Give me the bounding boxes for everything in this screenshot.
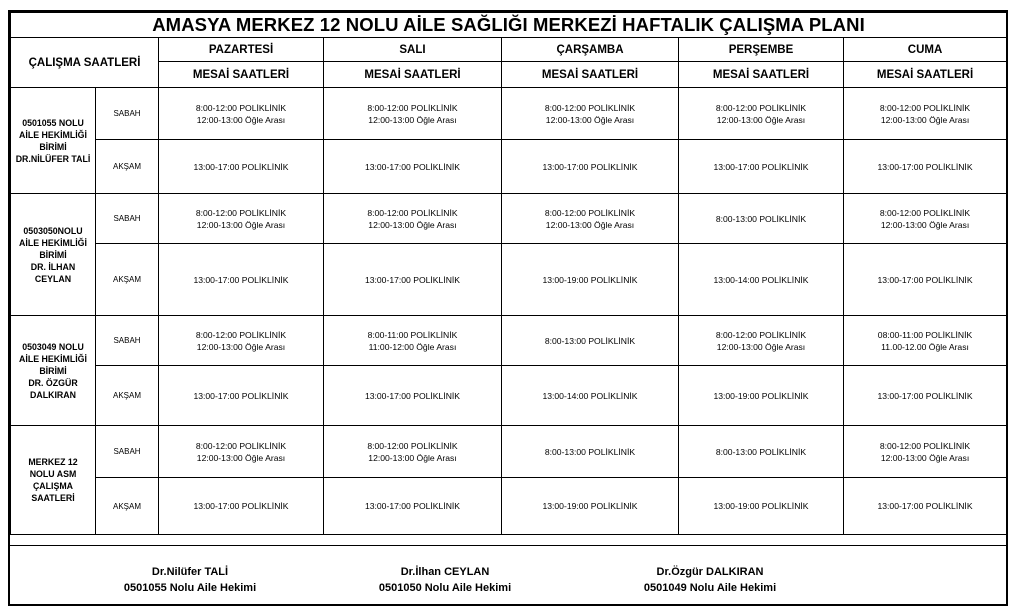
schedule-cell-morning-friday: [844, 88, 1007, 140]
schedule-cell-evening-thursday: [679, 140, 844, 194]
schedule-line: 12:00-13:00 Öğle Arası: [545, 114, 635, 125]
signature-name: Dr.İlhan CEYLAN: [400, 566, 490, 578]
schedule-line: 12:00-13:00 Öğle Arası: [716, 341, 806, 352]
unit-name-line: DR. ÖZGÜR: [28, 377, 78, 388]
schedule-line: 13:00-17:00 POLİKLİNİK: [877, 161, 973, 172]
evening-label: AKŞAM: [96, 366, 159, 426]
office-hours-label: MESAİ SAATLERİ: [159, 62, 324, 88]
unit-name-cell: [11, 88, 96, 194]
schedule-line: 8:00-12:00 POLİKLİNİK: [367, 440, 458, 451]
unit-name-line: 0503049 NOLU: [22, 341, 84, 352]
schedule-line: 13:00-17:00 POLİKLİNİK: [877, 274, 973, 285]
schedule-line: 13:00-19:00 POLİKLİNİK: [713, 501, 809, 511]
day-header-thursday: PERŞEMBE: [679, 38, 844, 62]
schedule-line: 13:00-17:00 POLİKLİNİK: [364, 501, 461, 511]
schedule-cell-evening-tuesday: [324, 140, 502, 194]
schedule-line: 13:00-17:00 POLİKLİNİK: [193, 274, 289, 285]
unit-name-line: BİRİMİ: [39, 365, 67, 376]
schedule-line: 8:00-13:00 POLİKLİNİK: [715, 213, 807, 224]
schedule-line: 8:00-11:00 POLİKLİNİK: [367, 329, 458, 340]
schedule-cell-morning-thursday: [679, 88, 844, 140]
schedule-cell-morning-tuesday: [324, 194, 502, 244]
schedule-cell-evening-thursday: [679, 244, 844, 316]
schedule-cell-morning-monday: [159, 194, 324, 244]
evening-label: AKŞAM: [96, 478, 159, 535]
schedule-line: 13:00-17:00 POLİKLİNİK: [193, 390, 289, 401]
schedule-line: 8:00-12:00 POLİKLİNİK: [195, 102, 287, 113]
morning-label: SABAH: [96, 426, 159, 478]
schedule-line: 8:00-12:00 POLİKLİNİK: [879, 440, 971, 451]
signature-block: [105, 564, 275, 596]
day-header-wednesday: ÇARŞAMBA: [502, 38, 679, 62]
morning-label: SABAH: [96, 88, 159, 140]
evening-label: AKŞAM: [96, 244, 159, 316]
schedule-cell-evening-tuesday: [324, 244, 502, 316]
schedule-line: 13:00-19:00 POLİKLİNİK: [713, 390, 809, 401]
schedule-line: 13:00-17:00 POLİKLİNİK: [364, 161, 461, 172]
schedule-cell-evening-monday: [159, 244, 324, 316]
schedule-line: 11:00-12:00 Öğle Arası: [368, 341, 457, 352]
unit-name-line: AİLE HEKİMLİĞİ: [19, 237, 87, 248]
working-hours-header: ÇALIŞMA SAATLERİ: [11, 38, 159, 88]
unit-name-line: SAATLERİ: [31, 493, 75, 503]
signature-block: [360, 564, 530, 596]
schedule-line: 12:00-13:00 Öğle Arası: [880, 452, 970, 463]
morning-label: SABAH: [96, 316, 159, 366]
schedule-cell-evening-friday: [844, 244, 1007, 316]
office-hours-label: MESAİ SAATLERİ: [679, 62, 844, 88]
schedule-line: 13:00-14:00 POLİKLİNİK: [542, 390, 638, 401]
weekly-schedule-table: [10, 12, 1007, 535]
schedule-cell-morning-tuesday: [324, 316, 502, 366]
unit-name-line: DR.NİLÜFER TALİ: [15, 153, 91, 164]
unit-name-cell: [11, 316, 96, 426]
schedule-line: 13:00-17:00 POLİKLİNİK: [193, 501, 289, 511]
schedule-line: 8:00-13:00 POLİKLİNİK: [544, 446, 636, 457]
schedule-cell-morning-thursday: [679, 194, 844, 244]
schedule-line: 12:00-13:00 Öğle Arası: [545, 219, 635, 230]
schedule-cell-evening-monday: [159, 366, 324, 426]
schedule-line: 8:00-12:00 POLİKLİNİK: [879, 207, 971, 218]
schedule-line: 13:00-17:00 POLİKLİNİK: [542, 161, 638, 172]
schedule-line: 08:00-11:00 POLİKLİNİK: [877, 329, 973, 340]
office-hours-label: MESAİ SAATLERİ: [324, 62, 502, 88]
schedule-cell-morning-wednesday: [502, 88, 679, 140]
schedule-line: 8:00-12:00 POLİKLİNİK: [195, 440, 287, 451]
signature-name: Dr.Özgür DALKIRAN: [656, 566, 764, 578]
schedule-line: 12:00-13:00 Öğle Arası: [880, 114, 970, 125]
schedule-cell-morning-thursday: [679, 316, 844, 366]
schedule-cell-morning-friday: [844, 316, 1007, 366]
schedule-line: 13:00-17:00 POLİKLİNİK: [364, 274, 461, 285]
evening-label: AKŞAM: [96, 140, 159, 194]
schedule-line: 12:00-13:00 Öğle Arası: [880, 219, 970, 230]
schedule-line: 12:00-13:00 Öğle Arası: [196, 219, 286, 230]
unit-name-line: BİRİMİ: [39, 249, 67, 260]
schedule-line: 13:00-17:00 POLİKLİNİK: [877, 501, 973, 511]
schedule-line: 13:00-17:00 POLİKLİNİK: [713, 161, 809, 172]
schedule-cell-evening-tuesday: [324, 478, 502, 535]
schedule-line: 8:00-12:00 POLİKLİNİK: [367, 102, 458, 113]
unit-name-line: 0501055 NOLU: [22, 117, 84, 128]
schedule-line: 13:00-17:00 POLİKLİNİK: [877, 390, 973, 401]
unit-name-line: DALKIRAN: [30, 389, 76, 400]
schedule-cell-evening-thursday: [679, 478, 844, 535]
schedule-line: 8:00-12:00 POLİKLİNİK: [715, 102, 807, 113]
unit-name-line: MERKEZ 12: [28, 457, 78, 467]
schedule-cell-evening-friday: [844, 478, 1007, 535]
signature-area: [10, 545, 1006, 607]
schedule-line: 12:00-13:00 Öğle Arası: [368, 114, 457, 125]
page-title: AMASYA MERKEZ 12 NOLU AİLE SAĞLIĞI MERKEZİ HAFTALIK ÇALIŞMA PLANI: [11, 13, 1007, 38]
schedule-line: 8:00-12:00 POLİKLİNİK: [544, 102, 636, 113]
schedule-cell-morning-monday: [159, 426, 324, 478]
schedule-line: 8:00-12:00 POLİKLİNİK: [715, 329, 807, 340]
work-plan-sheet: [8, 10, 1008, 606]
schedule-cell-morning-friday: [844, 426, 1007, 478]
schedule-line: 11.00-12.00 Öğle Arası: [881, 341, 969, 352]
signature-role: 0501055 Nolu Aile Hekimi: [123, 582, 257, 594]
schedule-cell-evening-friday: [844, 366, 1007, 426]
unit-name-line: CEYLAN: [34, 273, 72, 284]
schedule-line: 13:00-19:00 POLİKLİNİK: [542, 274, 638, 285]
schedule-cell-morning-tuesday: [324, 88, 502, 140]
schedule-line: 12:00-13:00 Öğle Arası: [368, 452, 457, 463]
unit-name-line: DR. İLHAN: [30, 261, 76, 272]
unit-name-line: AİLE HEKİMLİĞİ: [19, 353, 87, 364]
schedule-cell-evening-wednesday: [502, 478, 679, 535]
signature-role: 0501050 Nolu Aile Hekimi: [378, 582, 512, 594]
schedule-line: 12:00-13:00 Öğle Arası: [196, 341, 286, 352]
schedule-line: 12:00-13:00 Öğle Arası: [196, 452, 286, 463]
schedule-line: 8:00-13:00 POLİKLİNİK: [544, 335, 636, 346]
schedule-cell-evening-wednesday: [502, 140, 679, 194]
schedule-line: 12:00-13:00 Öğle Arası: [196, 114, 286, 125]
schedule-cell-morning-monday: [159, 88, 324, 140]
schedule-line: 8:00-12:00 POLİKLİNİK: [195, 329, 287, 340]
office-hours-label: MESAİ SAATLERİ: [502, 62, 679, 88]
schedule-cell-morning-wednesday: [502, 316, 679, 366]
schedule-line: 13:00-14:00 POLİKLİNİK: [713, 274, 809, 285]
schedule-cell-evening-tuesday: [324, 366, 502, 426]
morning-label: SABAH: [96, 194, 159, 244]
unit-name-line: BİRİMİ: [39, 141, 67, 152]
schedule-line: 8:00-13:00 POLİKLİNİK: [715, 446, 807, 457]
signature-role: 0501049 Nolu Aile Hekimi: [643, 582, 777, 594]
schedule-line: 13:00-17:00 POLİKLİNİK: [364, 390, 461, 401]
schedule-cell-evening-thursday: [679, 366, 844, 426]
schedule-line: 13:00-19:00 POLİKLİNİK: [542, 501, 638, 511]
schedule-cell-evening-wednesday: [502, 244, 679, 316]
unit-name-line: AİLE HEKİMLİĞİ: [19, 129, 87, 140]
schedule-cell-evening-monday: [159, 478, 324, 535]
office-hours-label: MESAİ SAATLERİ: [844, 62, 1007, 88]
unit-name-line: 0503050NOLU: [23, 225, 83, 236]
schedule-cell-evening-wednesday: [502, 366, 679, 426]
schedule-cell-morning-wednesday: [502, 194, 679, 244]
schedule-cell-morning-friday: [844, 194, 1007, 244]
schedule-line: 8:00-12:00 POLİKLİNİK: [195, 207, 287, 218]
schedule-line: 8:00-12:00 POLİKLİNİK: [879, 102, 971, 113]
schedule-cell-morning-tuesday: [324, 426, 502, 478]
signature-name: Dr.Nilüfer TALİ: [151, 566, 229, 578]
day-header-monday: PAZARTESİ: [159, 38, 324, 62]
schedule-line: 8:00-12:00 POLİKLİNİK: [367, 207, 458, 218]
day-header-tuesday: SALI: [324, 38, 502, 62]
day-header-friday: CUMA: [844, 38, 1007, 62]
schedule-line: 8:00-12:00 POLİKLİNİK: [544, 207, 636, 218]
schedule-line: 12:00-13:00 Öğle Arası: [368, 219, 457, 230]
signature-block: [625, 564, 795, 596]
schedule-line: 12:00-13:00 Öğle Arası: [716, 114, 806, 125]
unit-name-cell: [11, 426, 96, 535]
schedule-cell-morning-monday: [159, 316, 324, 366]
schedule-line: 13:00-17:00 POLİKLİNİK: [193, 161, 289, 172]
unit-name-line: NOLU ASM: [29, 469, 77, 479]
schedule-cell-evening-friday: [844, 140, 1007, 194]
schedule-cell-evening-monday: [159, 140, 324, 194]
schedule-cell-morning-thursday: [679, 426, 844, 478]
unit-name-cell: [11, 194, 96, 316]
schedule-cell-morning-wednesday: [502, 426, 679, 478]
unit-name-line: ÇALIŞMA: [32, 481, 74, 491]
